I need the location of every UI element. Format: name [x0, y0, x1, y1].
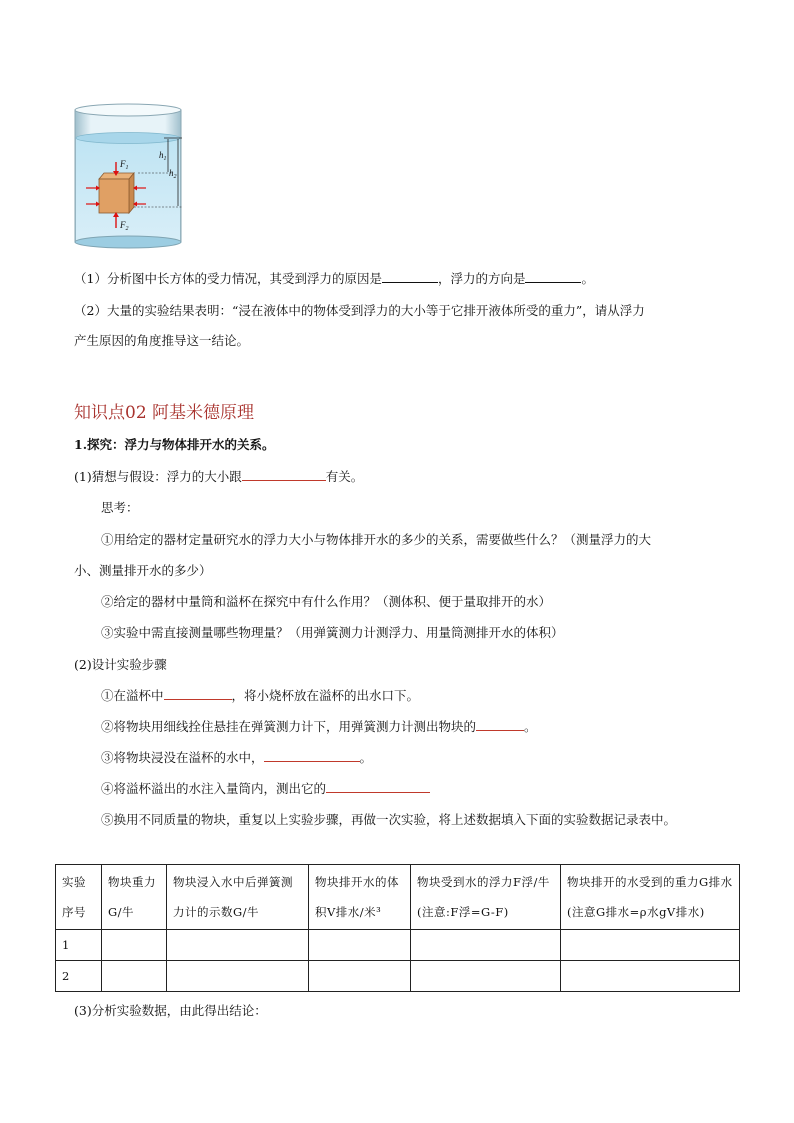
step-2: ②将物块用细线拴住悬挂在弹簧测力计下，用弹簧测力计测出物块的 。 [101, 719, 537, 734]
label-f2: $F_2$ [120, 220, 129, 232]
answer-blank-step2[interactable] [476, 718, 524, 731]
table-cell[interactable] [167, 961, 309, 992]
think-1-line1: ①用给定的器材定量研究水的浮力大小与物体排开水的多少的关系，需要做些什么？（测量浮力的大 [101, 532, 652, 547]
think-1-line2: 小、测量排开水的多少） [74, 563, 212, 578]
cylinder-base [75, 236, 181, 248]
answer-blank-step1[interactable] [164, 687, 232, 700]
block-front [99, 179, 129, 213]
table-cell[interactable] [411, 961, 561, 992]
answer-blank-step3[interactable] [264, 749, 360, 762]
table-cell[interactable] [102, 930, 167, 961]
table-cell: 2 [56, 961, 102, 992]
buoyancy-figure [68, 100, 188, 252]
question-2-line2: 产生原因的角度推导这一结论。 [74, 333, 250, 348]
answer-blank-buoyancy-cause[interactable] [382, 270, 438, 283]
think-3: ③实验中需直接测量哪些物理量？（用弹簧测力计测浮力、用量筒测排开水的体积） [101, 625, 564, 640]
table-cell: 1 [56, 930, 102, 961]
label-f1: $F_1$ [120, 159, 129, 171]
table-cell[interactable] [411, 930, 561, 961]
table-cell[interactable] [561, 961, 740, 992]
guess-line: (1)猜想与假设：浮力的大小跟 有关。 [74, 469, 364, 484]
label-h1: $h_1$ [159, 150, 167, 162]
section-heading: 知识点02 阿基米德原理 [74, 403, 255, 423]
cylinder-rim [75, 104, 181, 116]
table-cell[interactable] [309, 961, 411, 992]
question-1: （1）分析图中长方体的受力情况，其受到浮力的原因是 ，浮力的方向是 。 [74, 271, 594, 286]
table-header-row [56, 865, 740, 930]
experiment-data-table [55, 864, 740, 992]
table-row [56, 930, 740, 961]
table-header-cell: 物块浸入水中后弹簧测力计的示数G/牛 [167, 865, 309, 930]
answer-blank-step4[interactable] [326, 780, 430, 793]
label-h2: $h_2$ [169, 168, 177, 180]
item-1-title: 1.探究：浮力与物体排开水的关系。 [74, 437, 275, 452]
step-1: ①在溢杯中 ，将小烧杯放在溢杯的出水口下。 [101, 688, 420, 703]
answer-blank-buoyancy-direction[interactable] [525, 270, 581, 283]
table-header-cell: 物块排开的水受到的重力G排水(注意G排水=ρ水gV排水) [561, 865, 740, 930]
step-3: ③将物块浸没在溢杯的水中， 。 [101, 750, 373, 765]
table-header-cell: 实验序号 [56, 865, 102, 930]
think-2: ②给定的器材中量筒和溢杯在探究中有什么作用？（测体积、便于量取排开的水） [101, 594, 552, 609]
question-2-line1: （2）大量的实验结果表明：“浸在液体中的物体受到浮力的大小等于它排开液体所受的重力”，请从浮力 [74, 303, 645, 318]
table-cell[interactable] [309, 930, 411, 961]
step-4: ④将溢杯溢出的水注入量筒内，测出它的 [101, 779, 430, 797]
table-cell[interactable] [102, 961, 167, 992]
table-header-cell: 物块受到水的浮力F浮/牛(注意:F浮=G-F) [411, 865, 561, 930]
think-label: 思考： [101, 500, 139, 515]
block-side [129, 173, 134, 213]
table-cell[interactable] [167, 930, 309, 961]
conclusion-prompt: (3)分析实验数据，由此得出结论： [74, 1003, 267, 1018]
table-header-cell: 物块重力G/牛 [102, 865, 167, 930]
answer-blank-guess[interactable] [242, 468, 326, 481]
step-5: ⑤换用不同质量的物块，重复以上实验步骤，再做一次实验，将上述数据填入下面的实验数据记录表中。 [101, 812, 677, 827]
design-title: (2)设计实验步骤 [74, 657, 167, 672]
table-cell[interactable] [561, 930, 740, 961]
table-header-cell: 物块排开水的体积V排水/米³ [309, 865, 411, 930]
table-row [56, 961, 740, 992]
